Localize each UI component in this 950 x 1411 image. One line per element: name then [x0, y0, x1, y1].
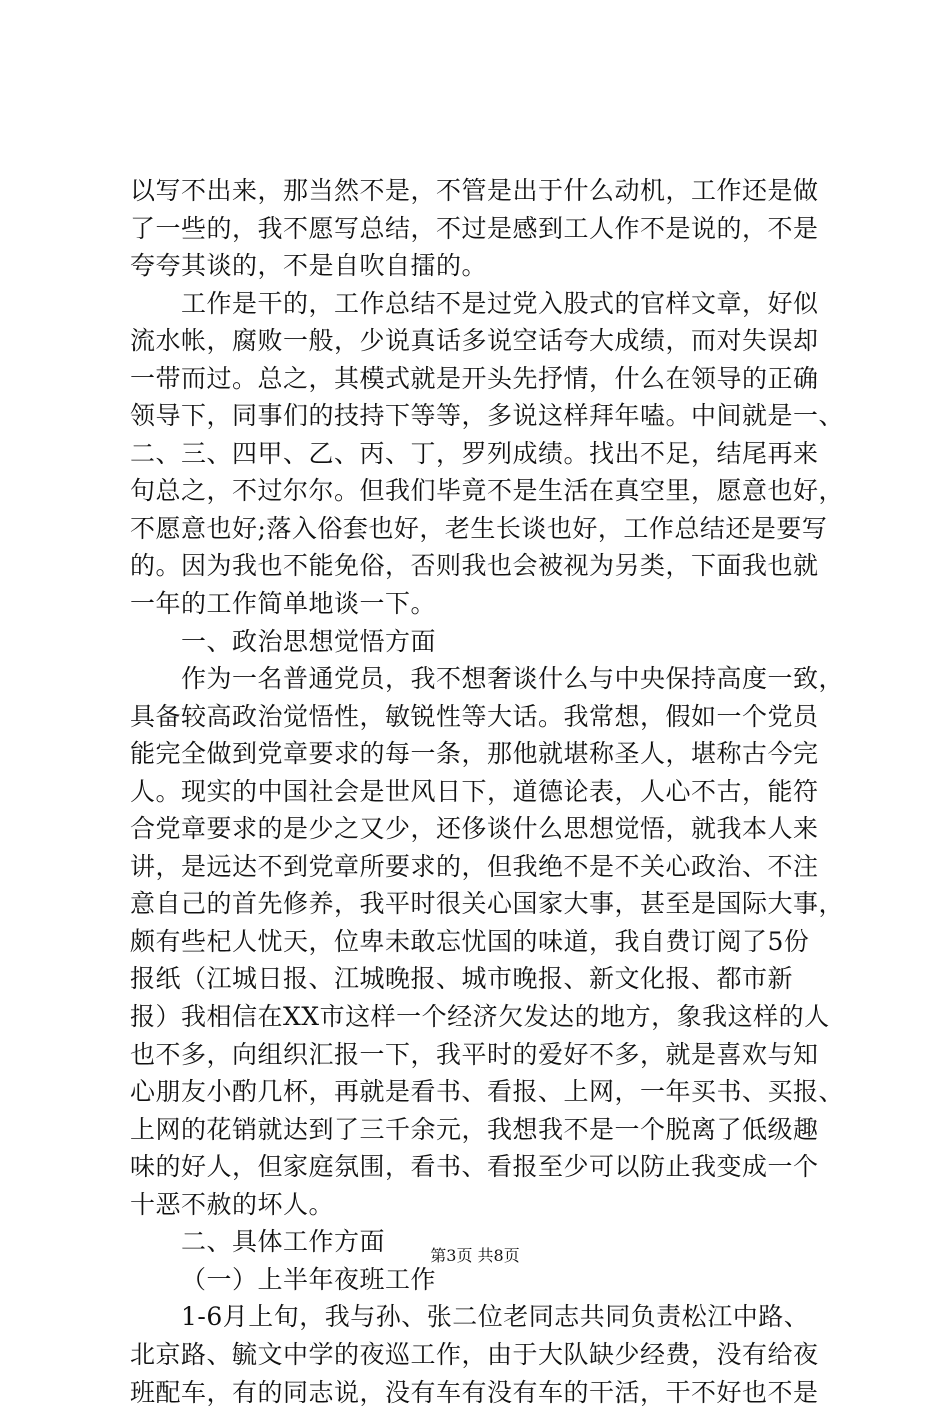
text-line: 二、三、四甲、乙、丙、丁，罗列成绩。找出不足，结尾再来: [130, 435, 830, 473]
text-line: 夸夸其谈的，不是自吹自擂的。: [130, 247, 830, 285]
text-line: 人。现实的中国社会是世风日下，道德论表，人心不古，能符: [130, 773, 830, 811]
text-line: 也不多，向组织汇报一下，我平时的爱好不多，就是喜欢与知: [130, 1036, 830, 1074]
subsection-heading-night-shift: （一）上半年夜班工作: [130, 1261, 830, 1299]
text-line: 上网的花销就达到了三千余元，我想我不是一个脱离了低级趣: [130, 1111, 830, 1149]
text-line: 具备较高政治觉悟性，敏锐性等大话。我常想，假如一个党员: [130, 698, 830, 736]
text-line: 以写不出来，那当然不是，不管是出于什么动机，工作还是做: [130, 172, 830, 210]
text-line: 了一些的，我不愿写总结，不过是感到工人作不是说的，不是: [130, 210, 830, 248]
section-heading-political: 一、政治思想觉悟方面: [130, 623, 830, 661]
text-line: 心朋友小酌几杯，再就是看书、看报、上网，一年买书、买报、: [130, 1073, 830, 1111]
text-line: 意自己的首先修养，我平时很关心国家大事，甚至是国际大事，: [130, 885, 830, 923]
text-line: 一年的工作简单地谈一下。: [130, 585, 830, 623]
document-body: [130, 172, 830, 1411]
text-line: 北京路、毓文中学的夜巡工作，由于大队缺少经费，没有给夜: [130, 1336, 830, 1374]
text-line: 合党章要求的是少之又少，还侈谈什么思想觉悟，就我本人来: [130, 810, 830, 848]
text-line: 班配车，有的同志说，没有车有没有车的干活，干不好也不是: [130, 1374, 830, 1411]
text-line: 句总之，不过尔尔。但我们毕竟不是生活在真空里，愿意也好，: [130, 472, 830, 510]
text-line: 能完全做到党章要求的每一条，那他就堪称圣人，堪称古今完: [130, 735, 830, 773]
text-line: 颇有些杞人忧天，位卑未敢忘忧国的味道，我自费订阅了5份: [130, 923, 830, 961]
text-line: 的。因为我也不能免俗，否则我也会被视为另类，下面我也就: [130, 547, 830, 585]
text-line: 报）我相信在XX市这样一个经济欠发达的地方，象我这样的人: [130, 998, 830, 1036]
section-heading-work: 二、具体工作方面: [130, 1223, 830, 1261]
paragraph-start-line: 1-6月上旬，我与孙、张二位老同志共同负责松江中路、: [130, 1298, 830, 1336]
text-line: 味的好人，但家庭氛围，看书、看报至少可以防止我变成一个: [130, 1148, 830, 1186]
page-number-footer: 第3页 共8页: [0, 1245, 950, 1267]
paragraph-start-line: 作为一名普通党员，我不想奢谈什么与中央保持高度一致，: [130, 660, 830, 698]
text-line: 一带而过。总之，其模式就是开头先抒情，什么在领导的正确: [130, 360, 830, 398]
paragraph-start-line: 工作是干的，工作总结不是过党入股式的官样文章，好似: [130, 285, 830, 323]
text-line: 十恶不赦的坏人。: [130, 1186, 830, 1224]
text-line: 报纸（江城日报、江城晚报、城市晚报、新文化报、都市新: [130, 960, 830, 998]
text-line: 讲，是远达不到党章所要求的，但我绝不是不关心政治、不注: [130, 848, 830, 886]
text-line: 流水帐，腐败一般，少说真话多说空话夸大成绩，而对失误却: [130, 322, 830, 360]
text-line: 领导下，同事们的技持下等等，多说这样拜年嗑。中间就是一、: [130, 397, 830, 435]
text-line: 不愿意也好;落入俗套也好，老生长谈也好，工作总结还是要写: [130, 510, 830, 548]
